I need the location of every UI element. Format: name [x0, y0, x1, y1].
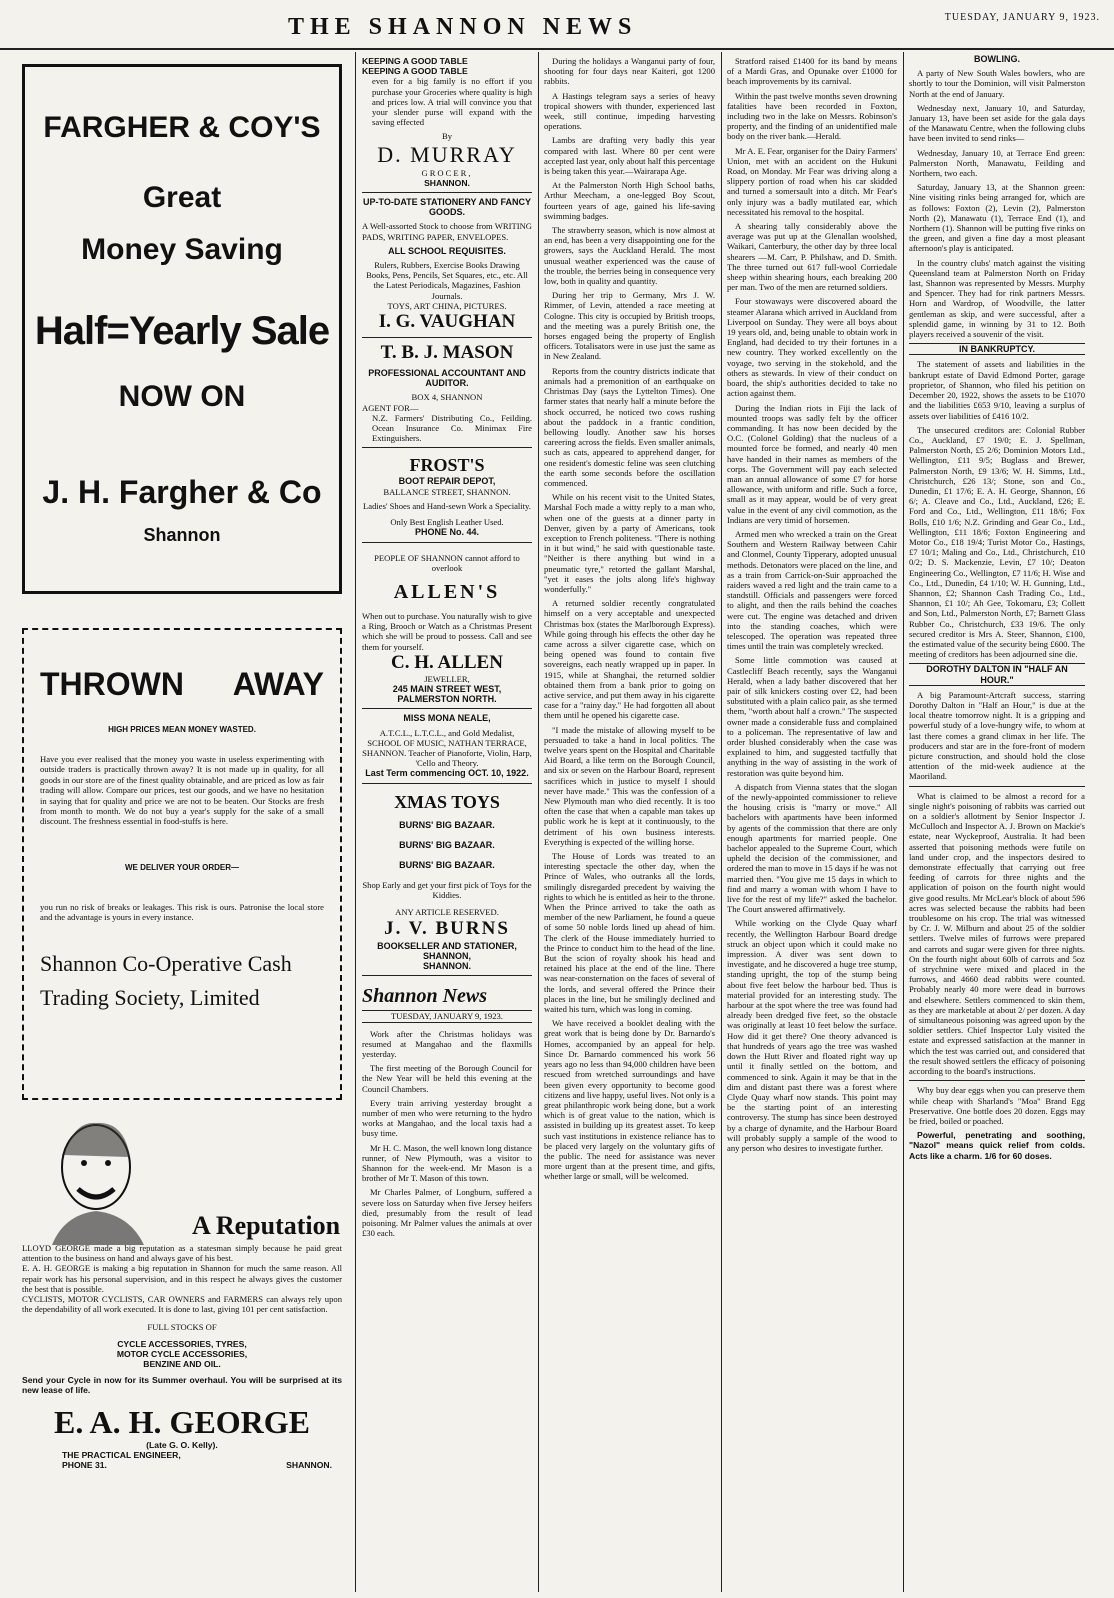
- news-paragraph: Four stowaways were discovered aboard the steamer Alarana which arrived in Auckland from Liverpool on Sunday. They were all boys about 19 years old, and, being unable to obtain work in England, had decided to try their fortunes in a new country. They worked excellently on the voyage, two serving in the stokehold, and the others as stewards. In view of their conduct on board, the ship's authorities decided to take no action against them.: [727, 296, 897, 399]
- news-paragraph: The first meeting of the Borough Council for the New Year will be held this evening at the Council Chambers.: [362, 1063, 532, 1094]
- ad-heading: UP-TO-DATE STATIONERY AND FANCY GOODS.: [362, 197, 531, 218]
- ad-line: BENZINE AND OIL.: [143, 1359, 221, 1370]
- thrown-away-advertisement: [22, 628, 342, 1100]
- ad-line: CYCLE ACCESSORIES, TYRES,: [117, 1338, 247, 1349]
- ad-line: (Late G. O. Kelly).: [146, 1439, 218, 1450]
- ad-line: BOX 4, SHANNON: [411, 392, 483, 403]
- ad-line: BURNS' BIG BAZAAR.: [399, 839, 495, 850]
- section-heading: BOWLING.: [974, 54, 1020, 64]
- fargher-advertisement: [22, 64, 342, 594]
- ad-phone: PHONE 31.: [62, 1460, 107, 1471]
- ad-company: Trading Society, Limited: [40, 984, 260, 1010]
- ad-company: XMAS TOYS: [394, 791, 500, 812]
- news-paragraph: Every train arriving yesterday brought a number of men who were returning to the hydro works at Mangahao, and the local taxis had a busy time.: [362, 1097, 532, 1139]
- news-paragraph: Mr Charles Palmer, of Longburn, suffered a severe loss on Saturday when five Jersey heifers died, presumably from the result of lead poisoning. Mr Palmer values the animals at over £30 each.: [362, 1187, 532, 1239]
- ad-body: A Well-assorted Stock to choose from WRITING PADS, WRITING PAPER, ENVELOPES.: [362, 221, 532, 242]
- ad-company: FROST'S: [409, 455, 485, 476]
- masthead-title: THE SHANNON NEWS: [288, 14, 638, 40]
- ad-company: ALLEN'S: [393, 580, 501, 603]
- ad-heading: PROFESSIONAL ACCOUNTANT AND AUDITOR.: [368, 368, 526, 389]
- column-rule: [903, 52, 904, 1592]
- ad-line: TOYS, ART CHINA, PICTURES.: [387, 300, 507, 311]
- ad-line: SHANNON.: [422, 961, 471, 972]
- news-paragraph: During her trip to Germany, Mrs J. W. Rimmer, of Levin, attended a race meeting at Cologne. This city is occupied by British troops, and the meeting was a purely British one, the horses engaged being the property of English officers. Totalisators were in use just the same as in New Zealand.: [544, 290, 715, 362]
- news-paragraph: Armed men who wrecked a train on the Great Southern and Western Railway between Cahir and Clonmel, County Tipperary, adopted unusual methods. Detonators were placed on the line, and as a train from Carrick-on-Suir approached the raiders waved a red light and the train came to a standstill. Officials and passengers were forced to alight, and then the rails behind the coaches were cut. The engine was detached and driven into the standing coaches, which were telescoped. The operation was repeated three times until the train was completely wrecked.: [727, 528, 897, 652]
- ad-heading: KEEPING A GOOD TABLE: [362, 56, 468, 66]
- ad-heading: FARGHER & COY'S: [43, 111, 321, 144]
- news-paragraph: Wednesday next, January 10, and Saturday, January 13, have been set aside for the gala days of the Manawatu Centre, when the following clubs have been invited to send rinks—: [909, 102, 1085, 144]
- news-paragraph: Reports from the country districts indicate that animals had a premonition of an earthquake on Christmas Day (says the Lyttelton Times). One farmer states that nearly half a minute before the shock occurred, he noticed two cows rushing about the paddock in a frantic condition, bellowing loudly. Another saw his horses careering across the fields. Even smaller animals, such as cats, appeared to apprehend danger, for one resident's domestic feline was seen clutching the earth some seconds before the oscillation commenced.: [544, 365, 715, 488]
- news-paragraph: In the country clubs' match against the visiting Queensland team at Palmerston North on Friday last, Shannon was represented by Messrs. Murphy and Spencer. They had for rink partners Messrs. Horn and Wardrop, of Woodville, the latter gentleman as skip, and were successful, after a splendid game, in winning by 31 to 12. Both players received a souvenir of the visit.: [909, 257, 1085, 340]
- ad-body: even for a big family is no effort if you purchase your Groceries where quality is high and prices low. A trial will convince you that your slender purse will expand with the saving effected: [372, 76, 532, 128]
- ad-body: [22, 1243, 342, 1470]
- column-rule: [538, 52, 539, 1592]
- column-2: [362, 56, 532, 1596]
- ad-heading: MISS MONA NEALE,: [403, 713, 491, 724]
- news-paragraph: A party of New South Wales bowlers, who are shortly to tour the Dominion, will visit Palmerston North at the end of January.: [909, 68, 1085, 99]
- news-paragraph: The strawberry season, which is now almost at an end, has been a very disappointing one for the growers, says the Auckland Herald. The most unusual weather experienced was the cause of the trouble, the berries being in consequence very low, both in quality and quantity.: [544, 225, 715, 287]
- ad-line: BOOKSELLER AND STATIONER,: [377, 940, 517, 951]
- column-rule: [721, 52, 722, 1592]
- ad-line: Last Term commencing OCT. 10, 1922.: [365, 768, 529, 779]
- section-heading: DOROTHY DALTON IN "HALF AN HOUR.": [909, 663, 1085, 685]
- ad-line: By: [441, 131, 453, 142]
- ad-body: N.Z. Farmers' Distributing Co., Feilding. Ocean Insurance Co. Minimax Fire Extinguishers.: [372, 412, 532, 444]
- portrait-illustration-icon: [34, 1115, 154, 1245]
- ad-line: BALLANCE STREET, SHANNON.: [383, 486, 511, 497]
- ad-subheading: WE DELIVER YOUR ORDER—: [124, 862, 240, 872]
- ad-body: PEOPLE OF SHANNON cannot afford to overlook: [374, 552, 520, 573]
- news-paragraph: Mr A. E. Fear, organiser for the Dairy Farmers' Union, met with an accident on the Hukuni Road, on Monday. Mr Fear was driving along a slippery portion of road when his car skidded and turned a somersault into a ditch. Mr Fear's only injury was a badly mutilated ear, which necessitated his removal to the hospital.: [727, 145, 897, 217]
- news-paragraph: During the holidays a Wanganui party of four, shooting for four days near Kaiteri, got 1200 rabbits.: [544, 56, 715, 87]
- ad-company: J. V. BURNS: [384, 917, 510, 939]
- ad-line: PHONE No. 44.: [414, 527, 479, 538]
- ad-line: Half=Yearly Sale: [34, 309, 330, 353]
- column-3: [544, 56, 715, 1596]
- news-paragraph: While working on the Clyde Quay wharf recently, the Wellington Harbour Board dredge struck an object upon which it could make no impression. A diver was sent down to investigate, and he discovered a huge tree stump, standing upright, the top of the stump being about five feet below the harbour bed. Thus is material provided for an interesting study. The harbour at the spot where the tree was found had already been dredged five feet, so the obstacle was originally at least 10 feet below the surface. How did it get there? One theory advanced is that hundreds of years ago the tree was washed down the Hutt River and floated right way up until it finally settled on the bottom, and commenced to sink. Again it may be that in the dim and distant past there was a forest where Clyde Quay wharf now stands. This point may be the starting point of an interesting controversy. The stump has since been destroyed by a charge of dynamite, and the Harbour Board will probably supply a sample of the wood to any person who desires to investigate further.: [727, 918, 897, 1153]
- news-paragraph: The statement of assets and liabilities in the bankrupt estate of David Edmond Porter, garage proprietor, of Shannon, who filed his petition on December 20, 1922, shows the assets to be £1070 and the liabilities £653 9/10, leaving a surplus of assets over liabilities of £416 10/2.: [909, 359, 1085, 421]
- news-paragraph: "I made the mistake of allowing myself to be persuaded to take a hand in local politics. The twelve years spent on the Hospital and Charitable Aid Board, a like term on the Borough Council, and six or seven on the Harbour Board, represent sacrifices which in justice to myself I should never have made." This was the confession of a New Plymouth man who died recently. It is too often the case that when a capable man takes up public work he is kept at it continuously, to the detriment of his own business interests. Everything is expected of the willing horse.: [544, 724, 715, 847]
- news-paragraph: Stratford raised £1400 for its band by means of a Mardi Gras, and Opunake over £1000 for beach improvements by its carnival.: [727, 56, 897, 87]
- news-paragraph: Wednesday, January 10, at Terrace End green: Palmerston North, Manawatu, Feilding and Northern, two each.: [909, 147, 1085, 179]
- news-paragraph: The unsecured creditors are: Colonial Rubber Co., Auckland, £7 19/0; E. J. Spellman, Palmerston North, £5 2/6; Dominion Motors Ltd., Wellington, £11 9/5; Buglass and Brewer, Palmerston North, £9 13/6; W. H. Simms, Ltd., Christchurch, £26 13/; Stone, son and Co., Dunedin, £1 17/6; E. A. H. George, Shannon, £6 6/; A. Cleave and Co., Ltd., Auckland, £26; E. Ford and Co., Ltd., Wellington, £11 18/6; Fox Bolls, £10 1/6; N.Z. Grinding and Gear Co., Ltd., Wellington, £11 18/6; Foxton Engineering and Motor Co., £18 19/4; Turist Motor Co., Hastings, £7 10/1; Maling and Co., Ltd., Christchurch, £10 0/2; D. S. Mackenzie, Levin, £7 10/; Deaton Engineering Co., Wellington, £7 11/6; H. Wise and Co., Ltd., Dunedin, £4 1/10; W. H. Gunning, Ltd., Shannon, £2; Shannon Cash Trading Co., Ltd., Shannon, £1 10/; Ah Gee, Tokomaru, £3; Collett and Son, Ltd., Palmerston North, £7; Barnett Glass Rubber Co., Christchurch, £33 19/6. The only secured creditor is Mrs A. Steer, Shannon, £100, the estimated value of the security being £600. The meeting of creditors has been adjourned sine die.: [909, 424, 1085, 660]
- ad-heading: KEEPING A GOOD TABLE: [362, 66, 468, 77]
- ad-company: C. H. ALLEN: [391, 651, 503, 673]
- ad-line: FULL STOCKS OF: [147, 1322, 217, 1333]
- ad-body: Shop Early and get your first pick of Toys for the Kiddies.: [362, 880, 532, 901]
- ad-paragraph: CYCLISTS, MOTOR CYCLISTS, CAR OWNERS and FARMERS can always rely upon the dependability of all work executed. It is done to last, giving 101 per cent satisfaction.: [22, 1294, 342, 1315]
- ad-body: Have you ever realised that the money you waste in useless experimenting with outside traders is practically thrown away? It is not made up in quality, for all goods in our store are of the finest quality obtainable, and are priced as low as fair trading will allow. Compare our prices, test our goods, and we have no hesitation in saying that for quality and price we are not to be beaten. Our Stocks are fresh from month to month. We do not buy a year's supply for the sake of a small discount. The freshness essential in food-stuffs is here.: [40, 754, 324, 827]
- news-paragraph: What is claimed to be almost a record for a single night's poisoning of rabbits was carried out on a soldier's allotment by Senior Inspector J. McCulloch and Inspector A. J. Brown on Mackie's estate, near Wyckeproof, Australia. It had been asserted that poisoning methods were futile on land under crop, and the inspectors desired to demonstrate effectually that carrying out free feeding of carrots for three nights and the application of poison on the fourth night would give good results. Mr McLear's block of about 596 acres was selected because the rabbits had been troublesome on his crop. The trial was witnessed by Cr. J. W. Milburn and about 25 of the soldier settlers. Twelve miles of furrows were prepared and carrots and sugar were given for three nights. On the fourth night about 60lb of carrots and 5oz of strychnine were mixed and placed in the furrows, and 4660 dead rabbits were counted. Probably nearly 40 more were dead in burrows and elsewhere. Settlers commenced to skin them, as they are marketable at about 2/ per dozen. A day of simultaneous poisoning was agreed upon by the soldier settlers. Chief Inspector Luly visited the estate and expressed satisfaction at the manner in which the test was carried out, and considered that the result showed settlers the efficacy of poisoning according to the board's instructions.: [909, 790, 1085, 1077]
- ad-company: J. H. Fargher & Co: [42, 474, 322, 510]
- masthead-date: TUESDAY, JANUARY 9, 1923.: [944, 12, 1100, 23]
- ad-heading-right: AWAY: [232, 666, 324, 702]
- news-paragraph: A shearing tally considerably above the average was put up at the Glenallan woolshed, Waikari, Canterbury, the other day by three local shearers —M. Carr, P. Philshaw, and D. Smith. The three turned out 617 full-wool Corriedale sheep within shearing hours, each breaking 200 per man. Two of the men are returned soldiers.: [727, 221, 897, 293]
- ad-line: Send your Cycle in now for its Summer overhaul. You will be surprised at its new lease of life.: [22, 1375, 342, 1396]
- ad-line: SHANNON.: [424, 177, 470, 188]
- ad-line: [22, 1460, 342, 1470]
- ad-line: Only Best English Leather Used.: [390, 517, 504, 528]
- news-paragraph: During the Indian riots in Fiji the lack of mounted troops was sadly felt by the officer commanding. It has now been decided by the O.C. (Colonel Golding) that the nucleus of a mounted force be formed, and nearly 40 men have handed in their names as members of the corps. The Government will pay each selected man an annual allowance of some £7 for horse allowance, with uniform and rifle. Such a force, small as it may appear, would be of very great value in the event of any civil commotion, as the Indians are very timid of horsemen.: [727, 402, 897, 525]
- ad-company: D. MURRAY: [377, 141, 517, 167]
- news-paragraph: Lambs are drafting very badly this year compared with last. Where 80 per cent were accepted last year, only about half this percentage is being taken this year.—Wairarapa Age.: [544, 135, 715, 177]
- section-heading: IN BANKRUPTCY.: [909, 343, 1085, 355]
- ad-body: Rulers, Rubbers, Exercise Books Drawing Books, Pens, Pencils, Set Squares, etc., etc. All the Latest Periodicals, Magazines, Fashion Journals.: [366, 260, 528, 301]
- ad-line: SHANNON,: [422, 950, 471, 961]
- column-4: [727, 56, 897, 1596]
- ad-paragraph: E. A. H. GEORGE is making a big reputation in Shannon for much the same reason. All repair work has his personal supervision, and in this respect he always gives the customer the best that is possible.: [22, 1263, 342, 1294]
- ad-line: THE PRACTICAL ENGINEER,: [62, 1449, 181, 1460]
- ad-line: PALMERSTON NORTH.: [397, 694, 497, 705]
- news-paragraph: Saturday, January 13, at the Shannon green: Nine visiting rinks being arranged for, which are as follows: Foxton (2), Levin (2), Palmerston North (2), Manawatu (1), Terrace End (1), and Northern (1). Shannon will be putting five rinks on the green, and given a fine day a most pleasant afternoon's play is anticipated.: [909, 182, 1085, 254]
- column-rule: [355, 52, 356, 1592]
- ad-line: BURNS' BIG BAZAAR.: [399, 859, 495, 870]
- nameplate-date: TUESDAY, JANUARY 9, 1923.: [362, 1010, 532, 1022]
- masthead: [0, 8, 1114, 50]
- ad-line: Money Saving: [81, 233, 283, 266]
- ad-heading: [40, 666, 324, 703]
- ad-company: Shannon Co-Operative Cash: [40, 950, 292, 976]
- ad-line: 245 MAIN STREET WEST,: [392, 683, 502, 694]
- news-paragraph: Powerful, penetrating and soothing, "Nazol" means quick relief from colds. Acts like a charm. 1/6 for 60 doses.: [909, 1130, 1085, 1161]
- news-paragraph: Why buy dear eggs when you can preserve them while cheap with Sharland's "Moa" Brand Egg Preservative. One bottle does 20 dozen. Eggs may be fried, boiled or poached.: [909, 1085, 1085, 1126]
- ad-heading-left: THROWN: [40, 666, 184, 702]
- ad-line: NOW ON: [118, 380, 246, 413]
- ad-line: BURNS' BIG BAZAAR.: [399, 819, 495, 830]
- ad-body: When out to purchase. You naturally wish to give a Ring, Brooch or Watch as a Christmas Present which she will be proud to possess. Call and see them for yourself.: [362, 610, 532, 652]
- ad-body: you run no risk of breaks or leakages. This risk is ours. Patronise the local store and the advantage is yours in every instance.: [40, 901, 324, 923]
- ad-line: GROCER,: [421, 167, 473, 178]
- ad-town: SHANNON.: [286, 1460, 332, 1471]
- ad-line: ANY ARTICLE RESERVED.: [395, 906, 499, 917]
- news-paragraph: A Hastings telegram says a series of heavy tropical showers with thunder, experienced last week, still continue, impeding harvesting operations.: [544, 90, 715, 132]
- george-advertisement: [22, 1115, 342, 1535]
- news-paragraph: Within the past twelve months seven drowning fatalities have been recorded in Foxton, including two in the lake on Messrs. Robinson's property, and the finding of an unidentified male body on the river bank.—Herald.: [727, 90, 897, 142]
- ad-line: Great: [142, 181, 222, 214]
- news-paragraph: A big Paramount-Artcraft success, starring Dorothy Dalton in "Half an Hour," is due at the local theatre tomorrow night. It is a gripping and powerful study of a love-hungry wife, to whom at last there comes a grand climax in her life. The producers and star are in the fore-front of modern picture construction, and should hold the close attention of the mid-week audience at the Maoriland.: [909, 689, 1085, 782]
- ad-subheading: HIGH PRICES MEAN MONEY WASTED.: [108, 725, 256, 734]
- ad-heading: A Reputation: [192, 1211, 341, 1240]
- news-paragraph: We have received a booklet dealing with the great work that is being done by Dr. Barnardo's Homes, accompanied by an appeal for help. Since Dr. Barnardo commenced his work 56 years ago no less than 94,000 children have been rescued from wretched surroundings and have been given every opportunity to become good citizens and live happy, useful lives. Not only is a great philanthropic work being done, but a work which is of great value to the nation, which is assisted in building up its greatest asset. To keep such vast institutions in existence reliance has to be placed very largely on the voluntary gifts of the public. The need for assistance was never more urgent than at the present time, and gifts, whether large or small, will be welcomed.: [544, 1018, 715, 1182]
- ad-paragraph: LLOYD GEORGE made a big reputation as a statesman simply because he paid great attention to the business on hand and always gave of his best.: [22, 1243, 342, 1264]
- ad-line: MOTOR CYCLE ACCESSORIES,: [116, 1348, 248, 1359]
- news-paragraph: Mr H. C. Mason, the well known long distance runner, of New Plymouth, was a visitor to Shannon for the week-end. Mr Mason is a brother of Mr T. Mason of this town.: [362, 1142, 532, 1184]
- news-paragraph: A returned soldier recently congratulated himself on a very acceptable and unexpected Christmas box (states the Marlborough Express). While going through his effects the other day he came across a silver cigarette case, which on being opened was found to contain five sovereigns, each neatly wrapped up in paper. In 1915, while at Shanghai, the returned soldier obtained them from a bank prior to going on active service, and put them away in his cigarette case for a "rainy day." He had forgotten all about them until he opened his cigarette case.: [544, 598, 715, 721]
- news-paragraph: Some little commotion was caused at Castlecliff Beach recently, says the Wanganui Herald, when a lady bather discovered that her pair of silk knickers costing over £2, had been substituted with a plain calico pair, as she termed them, "worth about half a crown." The suspected owner made a considerable fuss and complained to a policeman. The representative of law and order blushed considerably when the case was explained to him, and suggested tactfully that anything in the way of assisting in the work of restoration was quite beyond him.: [727, 655, 897, 778]
- ad-heading: BOOT REPAIR DEPOT,: [398, 476, 496, 487]
- ad-body: Ladies' Shoes and Hand-sewn Work a Speciality.: [363, 500, 531, 511]
- news-paragraph: The House of Lords was treated to an interesting spectacle the other day, when the Prince of Wales, who outranks all the lords, smilingly disregarded precedent by waiving the rights to which he is entitled as heir to the throne. When the Prince arrived to take the oath as member of the new Parliament, he found a queue of some 50 noble lords lined up ahead of him. The clerk of the House immediately hurried to the Prince to conduct him to the head of the line. But the scion of royalty shook his head and retained his place at the end of the line. There was near-consternation on the faces of several of the lords, and several offered the Prince their places in the line, but he smilingly declined and waited his turn, which was long in coming.: [544, 851, 715, 1015]
- ad-company: E. A. H. GEORGE: [53, 1403, 311, 1440]
- column-5: [909, 50, 1085, 1596]
- ad-line: JEWELLER,: [424, 673, 470, 684]
- news-paragraph: While on his recent visit to the United States, Marshal Foch made a witty reply to a man who, when one of the guests at a dinner party in Denver, given by a party of Americans, took exception to French politeness. "There is nothing in it but wind," he said with questionable taste. "Neither is there anything but wind in a pneumatic tyre," retorted the gallant Marshal, "yet it eases the jolts along life's highway wonderfully.": [544, 492, 715, 594]
- ad-heading: ALL SCHOOL REQUISITES.: [388, 245, 506, 256]
- news-paragraph: Work after the Christmas holidays was resumed at Mangahao and the flaxmills yesterday.: [362, 1028, 532, 1059]
- ad-line: AGENT FOR—: [362, 402, 419, 413]
- ad-company: T. B. J. MASON: [380, 342, 514, 364]
- ad-company: I. G. VAUGHAN: [378, 311, 516, 333]
- ad-body: A.T.C.L., L.T.C.L., and Gold Medalist, SCHOOL OF MUSIC, NATHAN TERRACE, SHANNON. Teacher of Pianoforte, Violin, Harp, 'Cello and Theory.: [362, 727, 532, 769]
- ad-town: Shannon: [143, 525, 221, 545]
- news-paragraph: At the Palmerston North High School baths, Arthur Meecham, a one-legged Boy Scout, fourteen years of age, gained his life-saving swimming badges.: [544, 180, 715, 221]
- news-nameplate: Shannon News: [362, 985, 488, 1008]
- news-paragraph: A dispatch from Vienna states that the slogan of the newly-appointed commissioner to relieve the housing crisis is "marry or move." All bachelors with apartments have been informed by agents of the commission that there are only enough apartments for married people. One bachelor appealed to the Supreme Court, which upheld the decision of the commissioner, and ordered the man to move in 15 days if he was not married then. "You give me 15 days in which to find and marry a woman with whom I have to live for the rest of my life?" asked the bachelor. The Court answered affirmatively.: [727, 781, 897, 915]
